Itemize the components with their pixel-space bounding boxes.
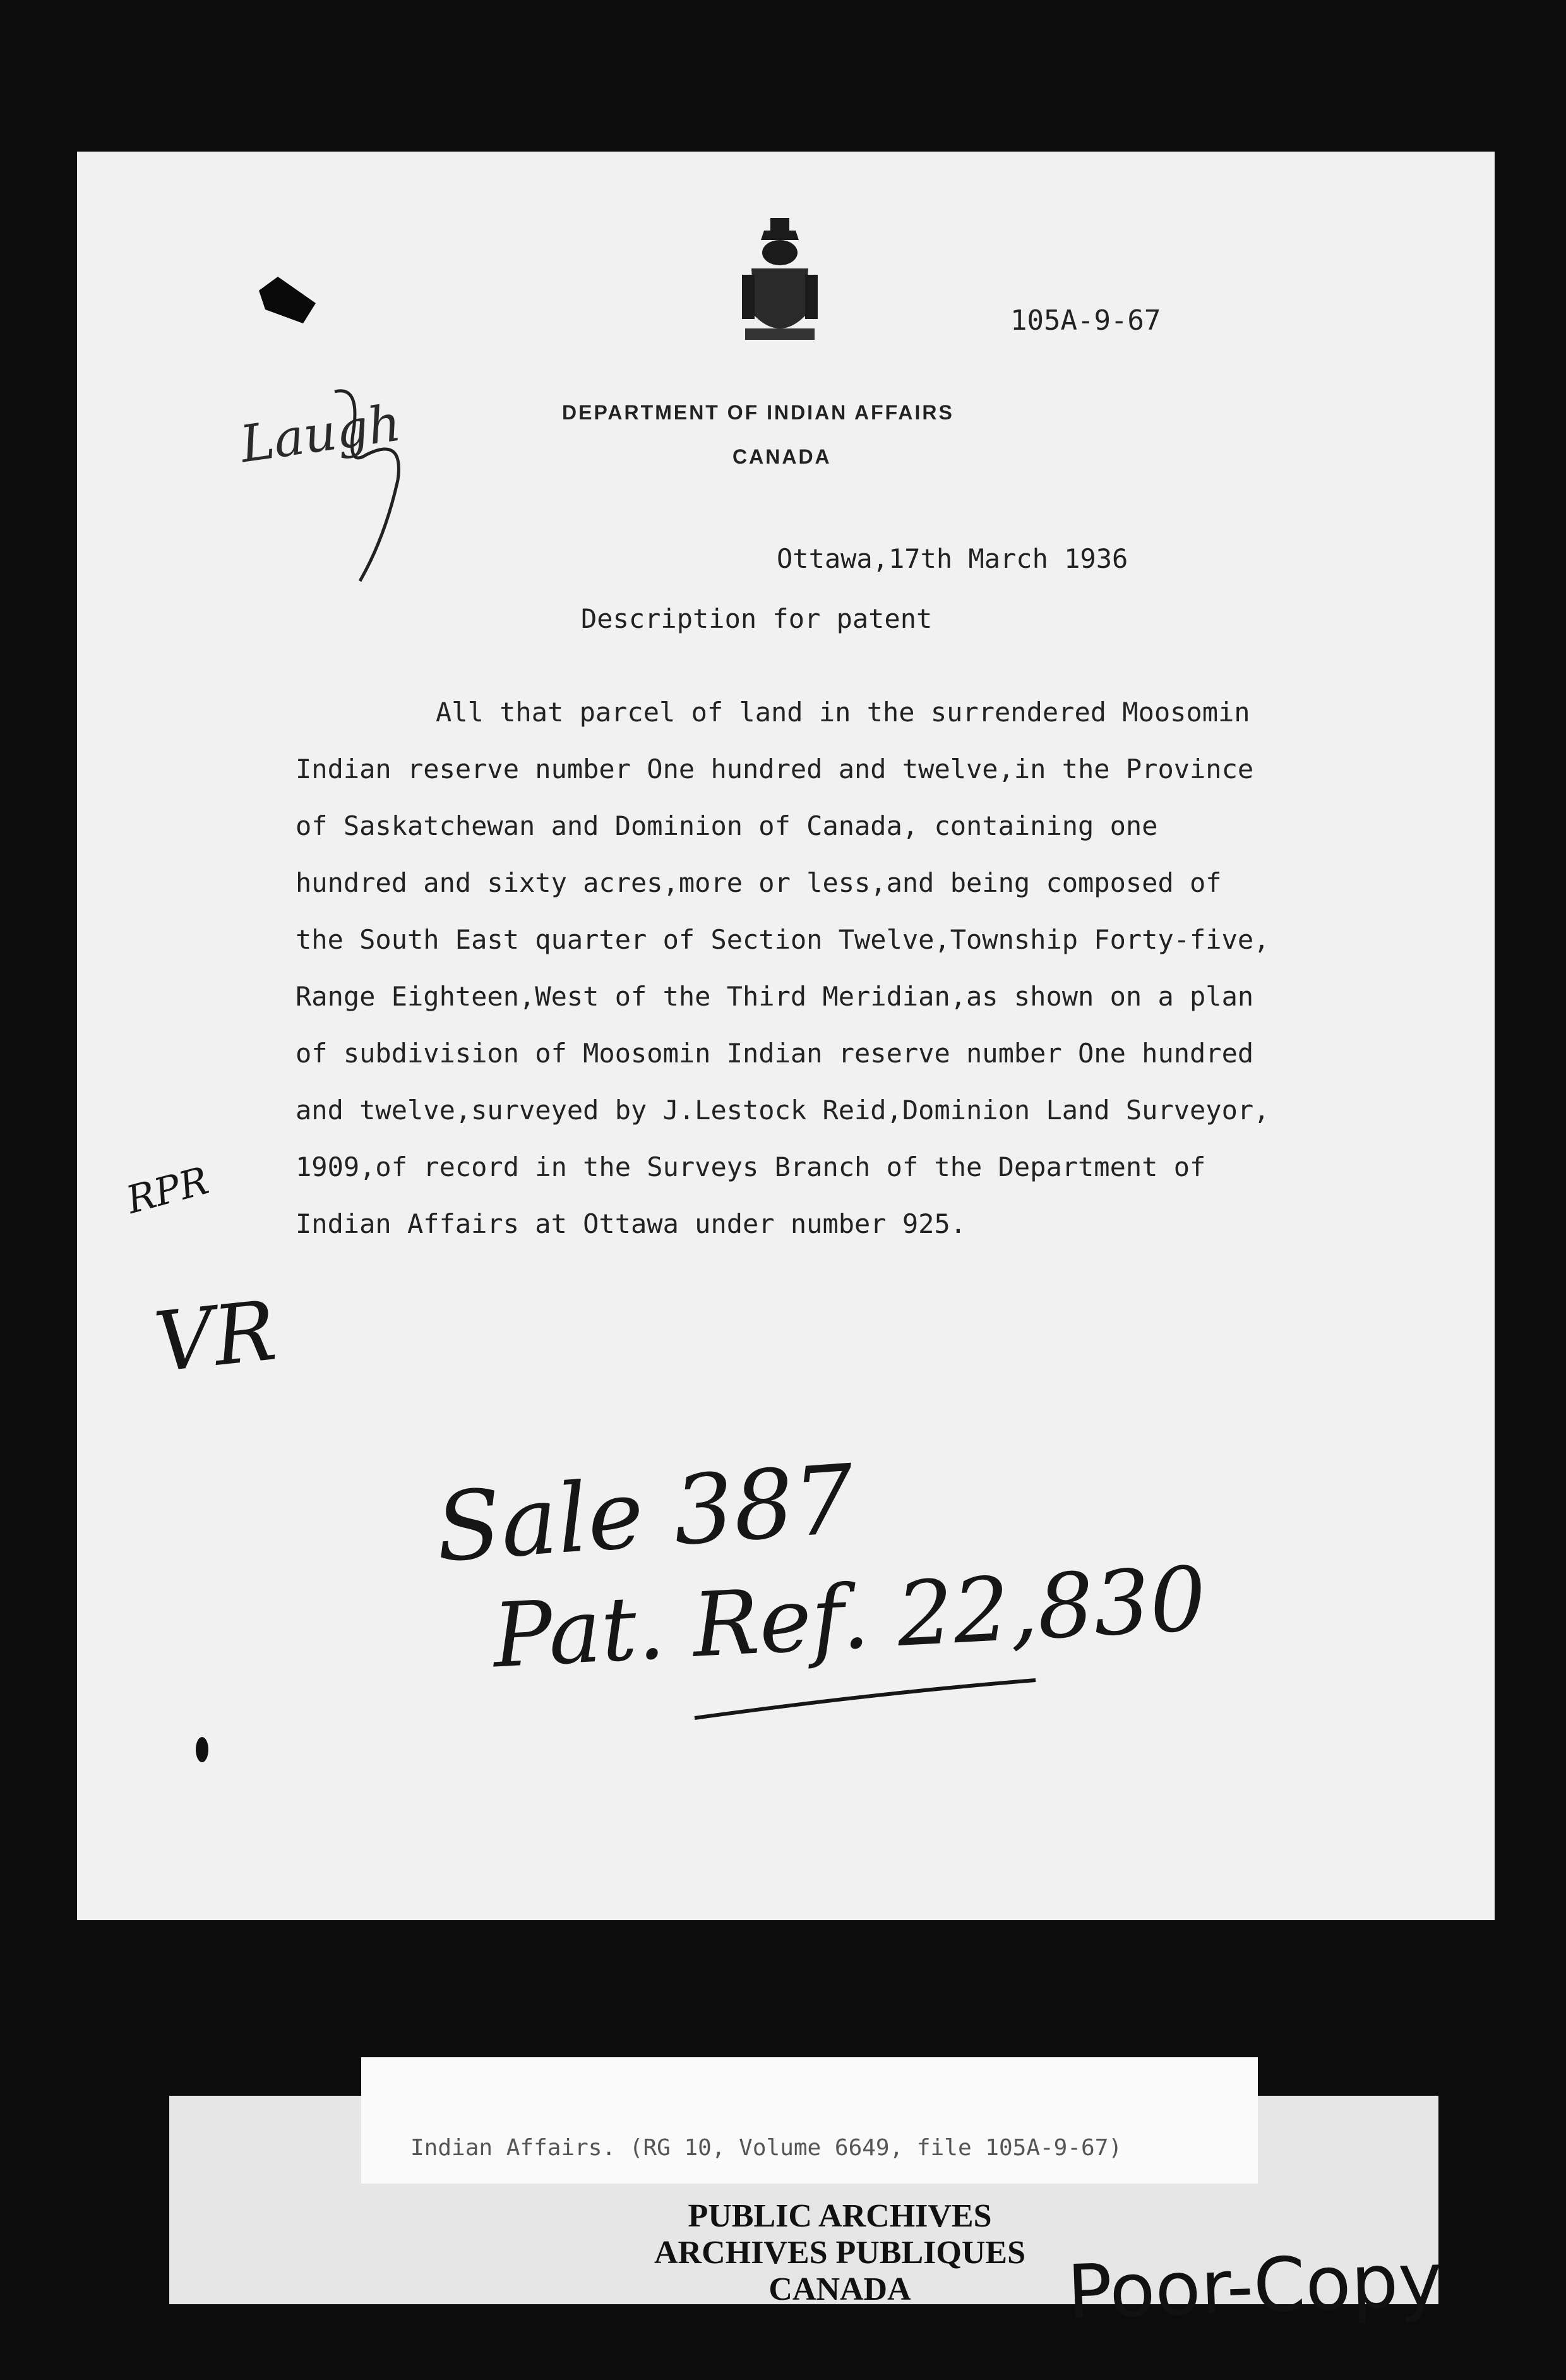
body-line: the South East quarter of Section Twelve,Township Forty-five, (296, 924, 1270, 955)
handwritten-patent-reference: Pat. Ref. 22,830 (490, 1548, 1209, 1688)
body-line: hundred and sixty acres,more or less,and being composed of (296, 867, 1222, 898)
file-number: 105A-9-67 (1010, 304, 1161, 337)
body-line: of subdivision of Moosomin Indian reserve number One hundred (296, 1038, 1254, 1069)
ink-blot-mark (253, 272, 322, 328)
body-line: Indian Affairs at Ottawa under number 925. (296, 1208, 967, 1239)
handwritten-underline (688, 1668, 1042, 1731)
body-line: and twelve,surveyed by J.Lestock Reid,Dominion Land Surveyor, (296, 1095, 1270, 1126)
body-line: 1909,of record in the Surveys Branch of the Department of (296, 1151, 1206, 1182)
handwritten-initials-vr: VR (150, 1282, 281, 1391)
body-line: All that parcel of land in the surrendered Moosomin (436, 697, 1250, 728)
body-line: Range Eighteen,West of the Third Meridian,as shown on a plan (296, 981, 1254, 1012)
signature-flourish (309, 379, 417, 587)
handwritten-initials-rpr: RPR (122, 1158, 213, 1223)
archive-name-english: PUBLIC ARCHIVES (688, 2198, 992, 2234)
archive-country: CANADA (768, 2271, 911, 2307)
date-line: Ottawa,17th March 1936 (777, 543, 1128, 574)
archive-reference-card (361, 2057, 1258, 2184)
handwritten-sale-number: Sale 387 (432, 1445, 858, 1584)
small-blot-mark (193, 1734, 212, 1765)
archive-name-french: ARCHIVES PUBLIQUES (654, 2235, 1026, 2271)
body-line: Indian reserve number One hundred and twelve,in the Province (296, 754, 1254, 784)
handwritten-margin-note: Laugh (236, 393, 405, 474)
poor-copy-stamp: Poor-Copy (1065, 2235, 1444, 2336)
archive-reference: Indian Affairs. (RG 10, Volume 6649, file 105A-9-67) (410, 2135, 1123, 2161)
coat-of-arms-emblem (739, 215, 821, 347)
country-heading: CANADA (732, 445, 832, 468)
body-line: of Saskatchewan and Dominion of Canada, containing one (296, 810, 1158, 841)
department-heading: DEPARTMENT OF INDIAN AFFAIRS (562, 401, 954, 424)
document-subject: Description for patent (581, 603, 933, 634)
